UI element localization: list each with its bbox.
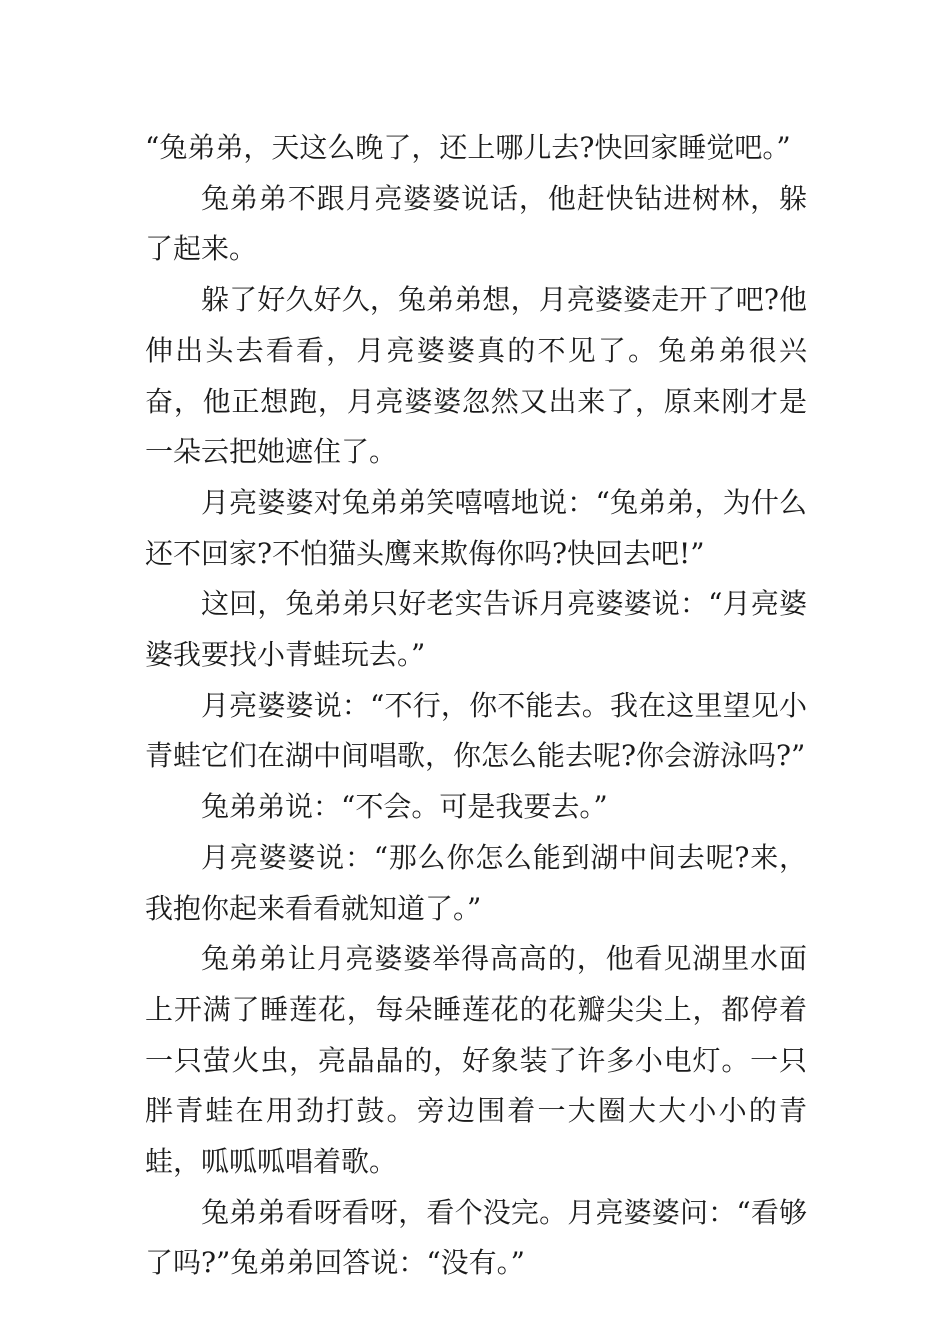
paragraph-3: 躲了好久好久，兔弟弟想，月亮婆婆走开了吧?他伸出头去看看，月亮婆婆真的不见了。兔弟弟很兴奋，他正想跑，月亮婆婆忽然又出来了，原来刚才是一朵云把她遮住了。	[145, 283, 807, 469]
paragraph-5: 这回，兔弟弟只好老实告诉月亮婆婆说：“月亮婆婆我要找小青蛙玩去。”	[145, 587, 807, 672]
paragraph-9: 兔弟弟让月亮婆婆举得高高的，他看见湖里水面上开满了睡莲花，每朵睡莲花的花瓣尖尖上，都停着一只萤火虫，亮晶晶的，好象装了许多小电灯。一只胖青蛙在用劲打鼓。旁边围着一大圈大大小小的青蛙，呱呱呱唱着歌。	[145, 942, 807, 1179]
paragraph-7: 兔弟弟说：“不会。可是我要去。”	[201, 790, 608, 824]
paragraph-8: 月亮婆婆说：“那么你怎么能到湖中间去呢?来，我抱你起来看看就知道了。”	[145, 840, 807, 925]
paragraph-10: 兔弟弟看呀看呀，看个没完。月亮婆婆问：“看够了吗?”兔弟弟回答说：“没有。”	[145, 1195, 807, 1280]
paragraph-2: 兔弟弟不跟月亮婆婆说话，他赶快钻进树林，躲了起来。	[145, 181, 807, 266]
paragraph-1: “兔弟弟，天这么晚了，还上哪儿去?快回家睡觉吧。”	[145, 131, 791, 164]
paragraph-4: 月亮婆婆对兔弟弟笑嘻嘻地说：“兔弟弟，为什么还不回家?不怕猫头鹰来欺侮你吗?快回去吧!”	[145, 485, 807, 570]
paragraph-6: 月亮婆婆说：“不行，你不能去。我在这里望见小青蛙它们在湖中间唱歌，你怎么能去呢?你会游泳吗?”	[145, 688, 807, 773]
document-body	[145, 123, 807, 1289]
